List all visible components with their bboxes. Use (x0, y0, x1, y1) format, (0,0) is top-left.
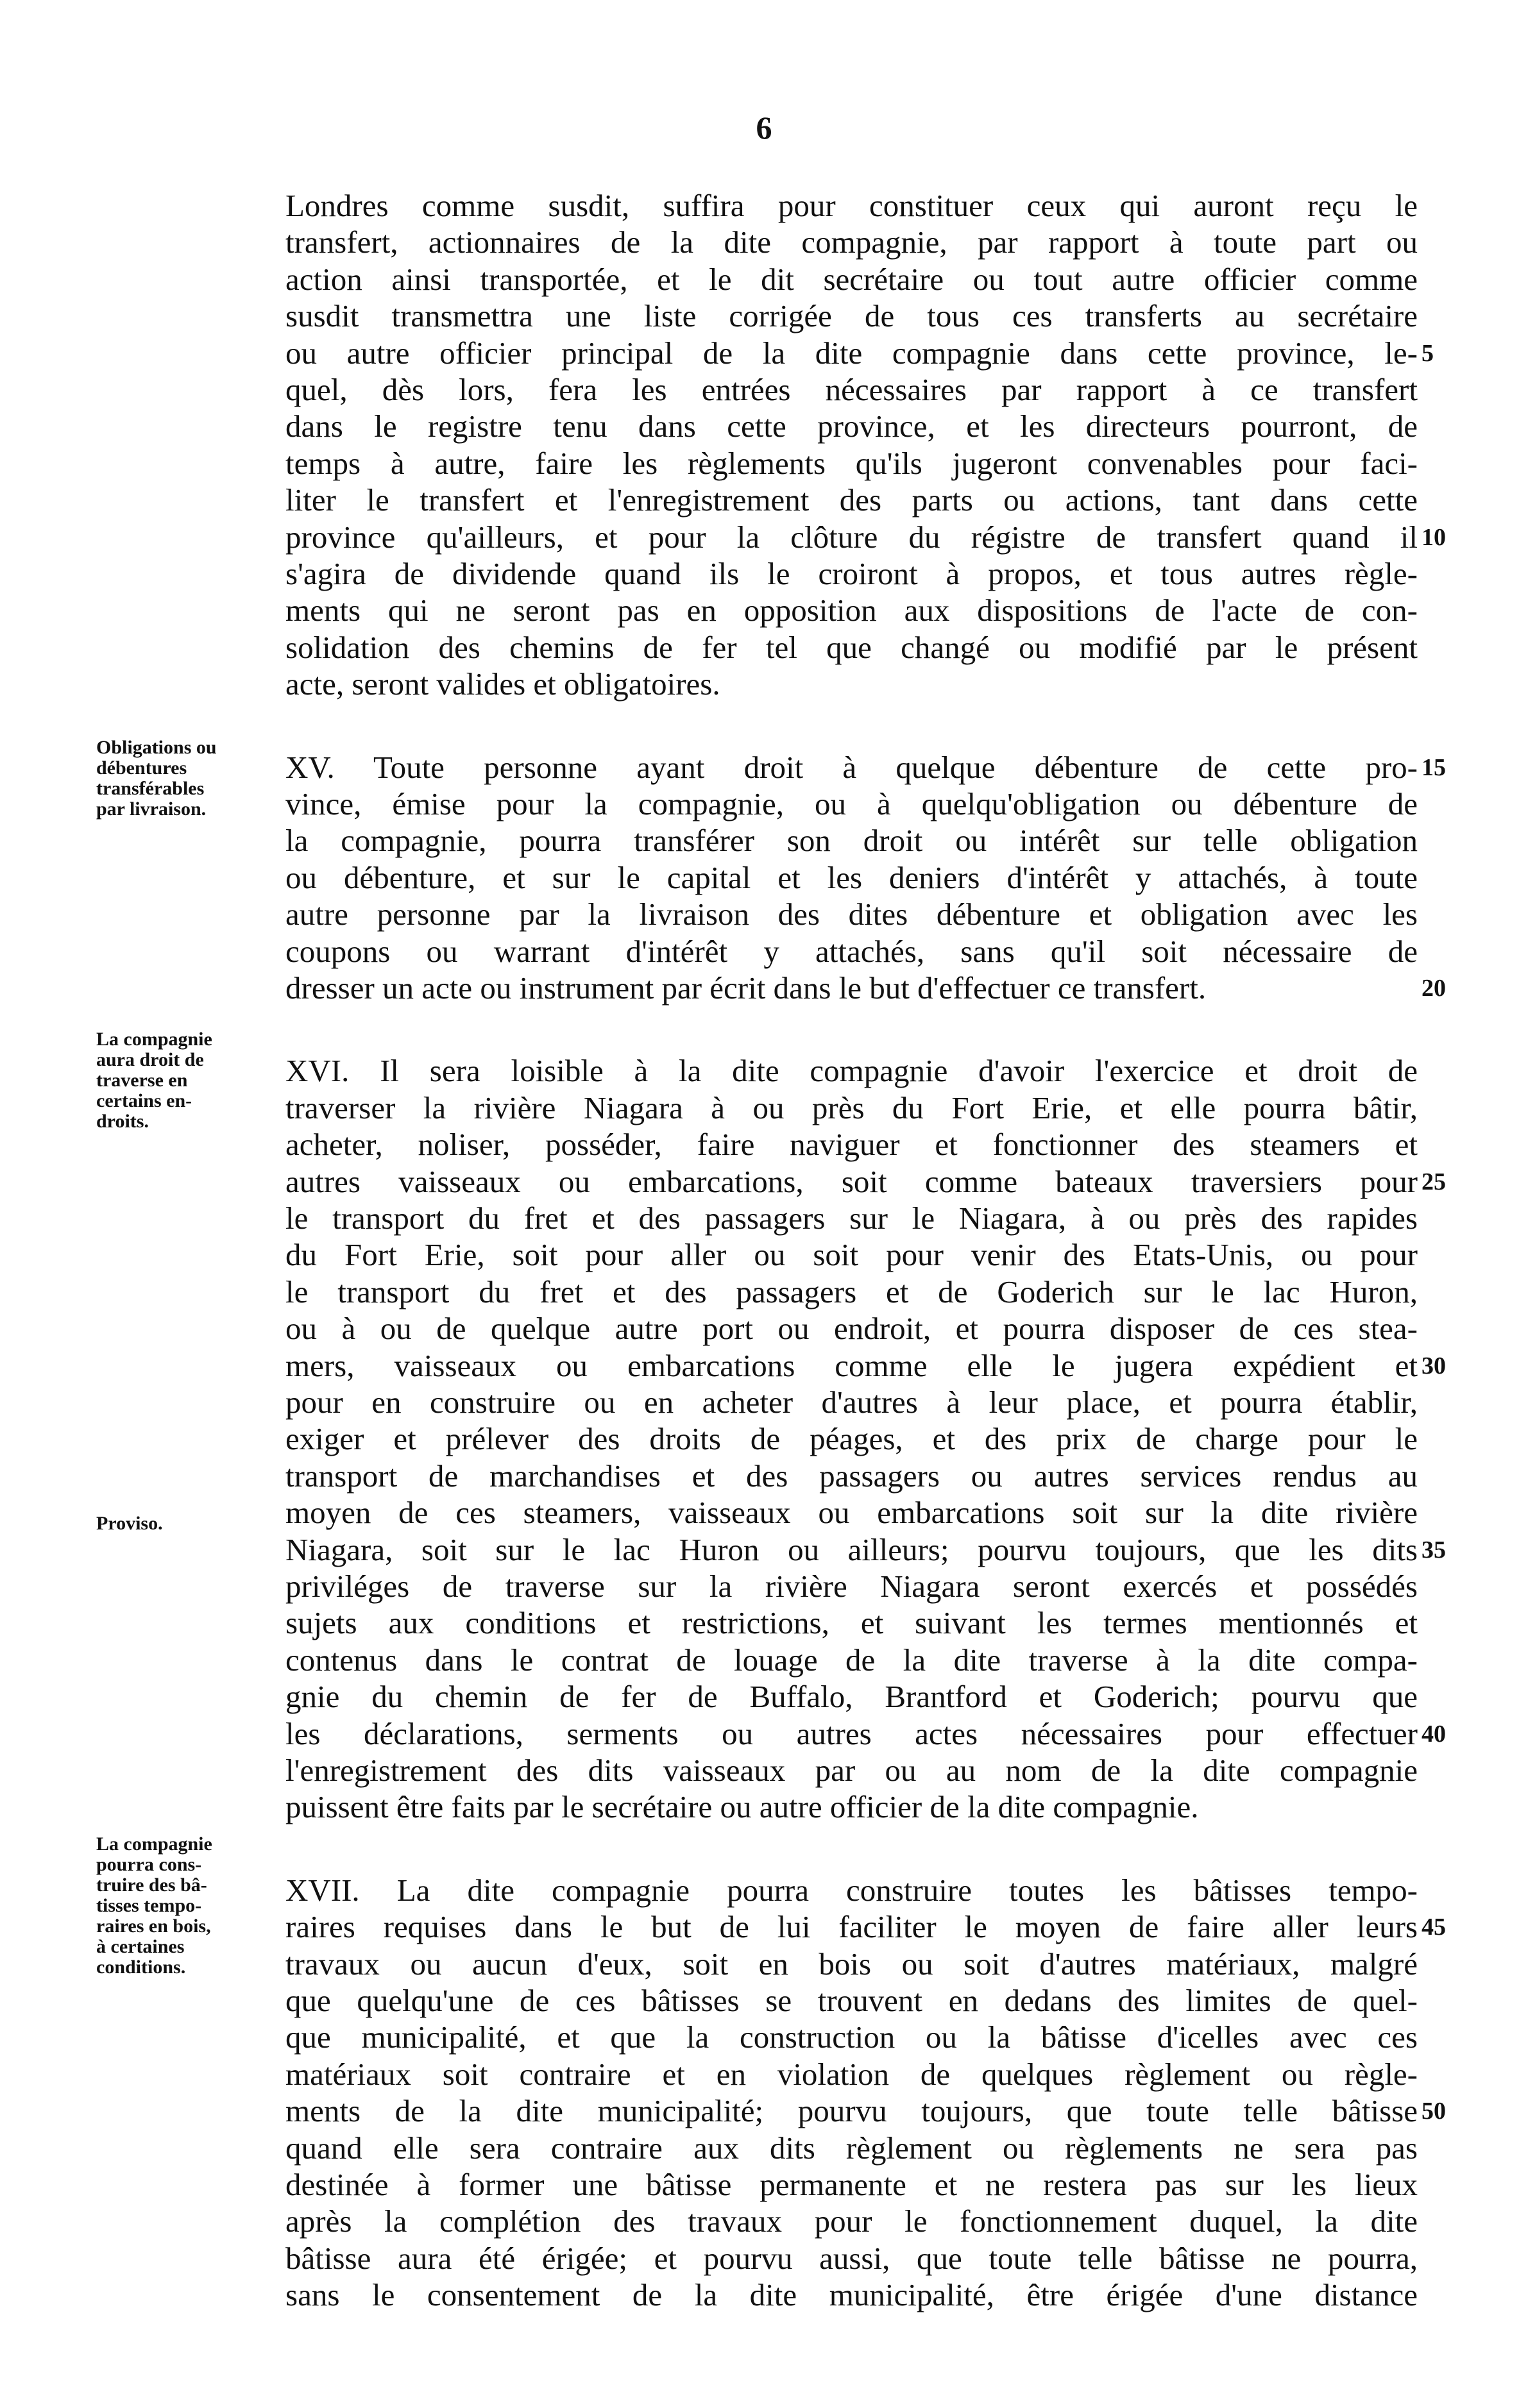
margin-note-line: transférables (96, 778, 205, 799)
text-line: solidation des chemins de fer tel que changé ou modifié par le présent (285, 630, 1418, 665)
text-line: puissent être faits par le secrétaire ou autre officier de la dite compagnie. (285, 1789, 1199, 1824)
line-number: 50 (1422, 2098, 1446, 2125)
text-line: transfert, actionnaires de la dite compagnie, par rapport à toute part ou (285, 224, 1418, 260)
text-line: du Fort Erie, soit pour aller ou soit pour venir des Etats-Unis, ou pour (285, 1237, 1418, 1272)
line-number: 15 (1422, 754, 1446, 781)
text-line: mers, vaisseaux ou embarcations comme elle le jugera expédient et (285, 1348, 1418, 1383)
line-number: 40 (1422, 1721, 1446, 1747)
text-line: quand elle sera contraire aux dits règlement ou règlements ne sera pas (285, 2130, 1418, 2166)
text-line: ments qui ne seront pas en opposition aux dispositions de l'acte de con- (285, 593, 1418, 628)
line-number: 25 (1422, 1168, 1446, 1195)
margin-note-line: pourra cons- (96, 1854, 202, 1875)
text-line: action ainsi transportée, et le dit secrétaire ou tout autre officier comme (285, 262, 1418, 297)
text-line: coupons ou warrant d'intérêt y attachés, sans qu'il soit nécessaire de (285, 934, 1418, 969)
text-line: ou débenture, et sur le capital et les deniers d'intérêt y attachés, à toute (285, 860, 1418, 895)
text-line: dresser un acte ou instrument par écrit dans le but d'effectuer ce transfert. (285, 970, 1207, 1006)
margin-note-line: tisses tempo- (96, 1895, 202, 1916)
text-line: destinée à former une bâtisse permanente et ne restera pas sur les lieux (285, 2167, 1418, 2202)
text-line: ou autre officier principal de la dite compagnie dans cette province, le- (285, 335, 1418, 371)
text-line: XVI. Il sera loisible à la dite compagnie d'avoir l'exercice et droit de (285, 1053, 1418, 1088)
line-number: 45 (1422, 1914, 1446, 1941)
text-line: autres vaisseaux ou embarcations, soit comme bateaux traversiers pour (285, 1164, 1418, 1199)
margin-note-line: conditions. (96, 1957, 186, 1978)
margin-note-line: aura droit de (96, 1049, 204, 1070)
margin-note (96, 737, 282, 820)
margin-note-line: La compagnie (96, 1833, 212, 1855)
text-line: que quelqu'une de ces bâtisses se trouvent en dedans des limites de quel- (285, 1983, 1418, 2018)
text-line: vince, émise pour la compagnie, ou à quelqu'obligation ou débenture de (285, 786, 1418, 821)
text-line: l'enregistrement des dits vaisseaux par ou au nom de la dite compagnie (285, 1753, 1418, 1788)
text-line: XV. Toute personne ayant droit à quelque débenture de cette pro- (285, 750, 1418, 785)
line-number: 30 (1422, 1352, 1446, 1379)
text-line: liter le transfert et l'enregistrement des parts ou actions, tant dans cette (285, 482, 1418, 518)
margin-note-line: raires en bois, (96, 1915, 211, 1937)
margin-note-line: débentures (96, 757, 187, 779)
margin-note-line: La compagnie (96, 1029, 212, 1050)
text-line: pour en construire ou en acheter d'autres à leur place, et pourra établir, (285, 1385, 1418, 1420)
line-number: 35 (1422, 1537, 1446, 1563)
text-line: matériaux soit contraire et en violation de quelques règlement ou règle- (285, 2057, 1418, 2092)
text-line: ou à ou de quelque autre port ou endroit, et pourra disposer de ces stea- (285, 1311, 1418, 1346)
text-line: priviléges de traverse sur la rivière Niagara seront exercés et possédés (285, 1569, 1418, 1604)
text-line: dans le registre tenu dans cette province, et les directeurs pourront, de (285, 408, 1418, 444)
text-line: que municipalité, et que la construction ou la bâtisse d'icelles avec ces (285, 2019, 1418, 2055)
margin-note-line: Proviso. (96, 1513, 163, 1534)
text-line: moyen de ces steamers, vaisseaux ou embarcations soit sur la dite rivière (285, 1495, 1418, 1530)
text-line: le transport du fret et des passagers et de Goderich sur le lac Huron, (285, 1274, 1418, 1309)
text-line: ments de la dite municipalité; pourvu toujours, que toute telle bâtisse (285, 2093, 1418, 2128)
margin-note (96, 1029, 282, 1132)
margin-note-line: à certaines (96, 1936, 185, 1957)
text-line: s'agira de dividende quand ils le croiront à propos, et tous autres règle- (285, 556, 1418, 591)
text-line: les déclarations, serments ou autres actes nécessaires pour effectuer (285, 1716, 1418, 1751)
margin-note-line: certains en- (96, 1090, 192, 1111)
text-line: gnie du chemin de fer de Buffalo, Brantford et Goderich; pourvu que (285, 1679, 1418, 1714)
text-line: susdit transmettra une liste corrigée de tous ces transferts au secrétaire (285, 298, 1418, 333)
margin-note-line: droits. (96, 1111, 149, 1132)
margin-note-line: truire des bâ- (96, 1874, 207, 1896)
text-line: la compagnie, pourra transférer son droit ou intérêt sur telle obligation (285, 823, 1418, 858)
margin-note-line: Obligations ou (96, 737, 217, 758)
line-number: 5 (1422, 340, 1434, 367)
text-line: province qu'ailleurs, et pour la clôture du régistre de transfert quand il (285, 519, 1418, 555)
line-number: 10 (1422, 524, 1446, 551)
text-line: exiger et prélever des droits de péages, et des prix de charge pour le (285, 1421, 1418, 1456)
margin-note (96, 1834, 282, 1978)
margin-note-line: traverse en (96, 1070, 188, 1091)
text-line: après la complétion des travaux pour le fonctionnement duquel, la dite (285, 2203, 1418, 2239)
text-line: traverser la rivière Niagara à ou près du Fort Erie, et elle pourra bâtir, (285, 1090, 1418, 1125)
text-line: autre personne par la livraison des dites débenture et obligation avec les (285, 897, 1418, 932)
line-number: 20 (1422, 975, 1446, 1002)
text-line: transport de marchandises et des passagers ou autres services rendus au (285, 1458, 1418, 1494)
text-line: quel, dès lors, fera les entrées nécessaires par rapport à ce transfert (285, 372, 1418, 407)
margin-note-line: par livraison. (96, 798, 207, 820)
text-line: travaux ou aucun d'eux, soit en bois ou soit d'autres matériaux, malgré (285, 1946, 1418, 1982)
text-line: acheter, noliser, posséder, faire naviguer et fonctionner des steamers et (285, 1127, 1418, 1162)
text-line: raires requises dans le but de lui faciliter le moyen de faire aller leurs (285, 1909, 1418, 1944)
text-line: temps à autre, faire les règlements qu'ils jugeront convenables pour faci- (285, 446, 1418, 481)
margin-note (96, 1513, 282, 1534)
text-line: Londres comme susdit, suffira pour constituer ceux qui auront reçu le (285, 188, 1418, 223)
text-line: sans le consentement de la dite municipalité, être érigée d'une distance (285, 2277, 1418, 2312)
text-line: contenus dans le contrat de louage de la dite traverse à la dite compa- (285, 1642, 1418, 1678)
page-number: 6 (756, 110, 772, 146)
text-line: Niagara, soit sur le lac Huron ou ailleurs; pourvu toujours, que les dits (285, 1532, 1418, 1567)
text-line: acte, seront valides et obligatoires. (285, 666, 720, 702)
text-line: le transport du fret et des passagers sur le Niagara, à ou près des rapides (285, 1200, 1418, 1236)
text-line: bâtisse aura été érigée; et pourvu aussi, que toute telle bâtisse ne pourra, (285, 2241, 1418, 2276)
text-line: XVII. La dite compagnie pourra construire toutes les bâtisses tempo- (285, 1873, 1418, 1908)
text-line: sujets aux conditions et restrictions, et suivant les termes mentionnés et (285, 1605, 1418, 1640)
